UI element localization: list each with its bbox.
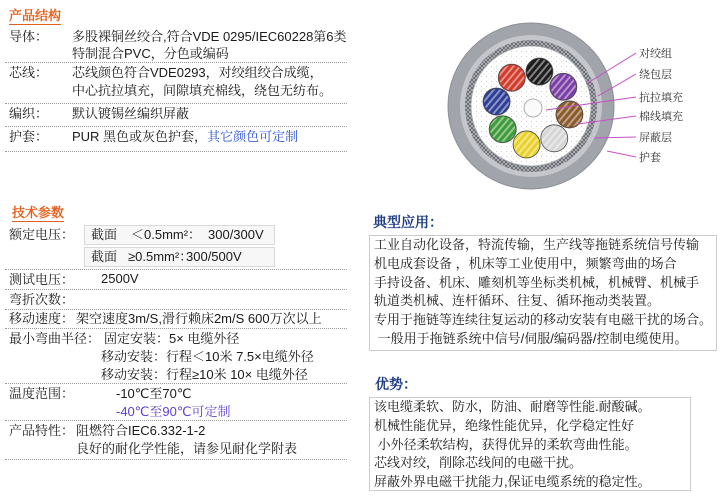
temperature-range: -10℃至70℃ (116, 386, 192, 401)
property-line: 良好的耐化学性能，请参见耐化学附表 (76, 441, 298, 456)
application-line: 机电成套设备 ，机床等工业使用中，频繁弯曲的场合 (374, 255, 677, 271)
rated-voltage-value: 300/300V (208, 227, 264, 242)
structure-value (72, 28, 347, 62)
param-label: 产品特性： (9, 423, 75, 438)
structure-row-conductor (5, 27, 347, 63)
advantage-line: 屏蔽外界电磁干扰能力,保证电缆系统的稳定性。 (374, 474, 651, 490)
test-voltage-value: 2500V (101, 271, 139, 286)
diagram-label-cotton-filler: 棉线填充 (639, 110, 683, 123)
structure-row-jacket (5, 127, 347, 152)
rated-voltage-value: 300/500V (186, 249, 242, 264)
twisted-pair (498, 64, 525, 91)
param-row-test-voltage (5, 270, 347, 290)
application-line: 轨道类机械、连杆循环、往复、循环拖动类装置。 (374, 293, 661, 309)
advantages-box (369, 397, 691, 491)
bend-radius-line: 移动安装：行程≥10米 10× 电缆外径 (101, 367, 308, 382)
structure-value-line: 芯线颜色符合VDE0293，对绞组绞合成缆， (72, 65, 323, 80)
twisted-pair-twist-texture (484, 89, 509, 114)
twisted-pair-twist-texture (490, 117, 515, 142)
param-row-properties (5, 421, 347, 460)
twisted-pair-twist-texture (551, 74, 576, 99)
bend-radius-line: 固定安装：5× 电缆外径 (104, 331, 240, 346)
diagram-label-sheath: 护套 (639, 151, 661, 164)
param-label: 测试电压： (9, 272, 75, 287)
structure-value-line: 中心抗拉填充，间隙填充棉线，绕包无纺布。 (72, 83, 333, 98)
param-row-bend-cycles (5, 290, 347, 310)
param-row-temperature (5, 384, 347, 421)
center-strength-filler (524, 99, 542, 117)
bend-radius-line: 移动安装：行程＜10米 7.5×电缆外径 (101, 349, 314, 364)
structure-label: 编织： (9, 106, 49, 121)
advantages-title: 优势： (375, 376, 417, 392)
product-structure-title: 产品结构 (9, 8, 62, 23)
structure-value (72, 128, 298, 146)
structure-row-core (5, 63, 347, 104)
param-label: 额定电压： (9, 227, 75, 242)
param-row-moving-speed (5, 310, 347, 329)
twisted-pair-twist-texture (527, 59, 552, 84)
rated-voltage-cell (84, 247, 275, 267)
param-label: 最小弯曲半径： (9, 331, 101, 346)
rated-voltage-cell (84, 225, 275, 245)
applications-box (369, 235, 717, 351)
diagram-label-twisted-pair: 对绞组 (639, 47, 672, 60)
application-line: 工业自动化设备，特流传输，生产线等拖链系统信号传输 (374, 237, 700, 252)
temperature-custom-range: -40℃至90℃可定制 (116, 404, 231, 419)
diagram-label-strength-filler: 抗拉填充 (639, 91, 683, 104)
diagram-labels (639, 46, 683, 164)
twisted-pair (541, 125, 568, 152)
custom-color-note: 其它颜色可定制 (207, 129, 299, 144)
diagram-label-shield: 屏蔽层 (639, 131, 672, 144)
moving-speed-value: 架空速度3m/S,滑行赖床2m/S 600万次以上 (76, 311, 322, 326)
twisted-pair (513, 131, 540, 158)
param-label: 弯折次数： (9, 292, 75, 307)
structure-label: 芯线： (9, 65, 49, 80)
cross-section-range: ＜0.5mm²： (131, 227, 202, 242)
twisted-pair (526, 58, 553, 85)
structure-label: 导体： (9, 29, 49, 44)
twisted-pair-twist-texture (514, 132, 539, 157)
tech-params-title: 技术参数 (12, 205, 65, 220)
cross-section-label: 截面 (91, 249, 118, 264)
twisted-pair (550, 73, 577, 100)
structure-value-line: 特制混合PVC，分色或编码 (72, 46, 229, 61)
diagram-label-wrapping: 绕包层 (639, 68, 672, 81)
twisted-pair-twist-texture (499, 65, 524, 90)
param-label: 移动速度： (9, 311, 75, 326)
cable-cross-section-diagram (440, 14, 700, 200)
cross-section-range: ≥0.5mm²： (128, 249, 193, 264)
twisted-pair-twist-texture (542, 126, 567, 151)
param-row-rated-voltage (5, 224, 347, 270)
property-line: 阻燃符合IEC6.332-1-2 (76, 423, 206, 438)
structure-row-braid (5, 104, 347, 127)
structure-value (72, 105, 189, 123)
application-line: 一般用于拖链系统中信号/伺服/编码器/控制电缆使用。 (374, 330, 688, 346)
advantage-line: 该电缆柔软、防水，防油、耐磨等性能.耐酸碱。 (374, 399, 651, 414)
cross-section-label: 截面 (91, 227, 118, 242)
pointer-line (607, 151, 636, 157)
advantage-line: 小外径柔软结构，获得优异的柔软弯曲性能。 (374, 436, 638, 452)
structure-label: 护套： (9, 129, 49, 144)
application-line: 手持设备、机床、雕刻机等坐标类机械，机械臂、机械手 (374, 274, 700, 290)
twisted-pair (483, 88, 510, 115)
applications-title: 典型应用： (373, 214, 443, 230)
param-label: 温度范围： (9, 386, 75, 401)
structure-value-line: 多股裸铜丝绞合,符合VDE 0295/IEC60228第6类 (72, 29, 347, 44)
advantage-line: 机械性能优异，绝缘性能优异，化学稳定性好 (374, 417, 635, 433)
twisted-pair (489, 116, 516, 143)
param-row-min-bend-radius (5, 329, 347, 384)
application-line: 专用于拖链等连续往复运动的移动安装有电磁干扰的场合。 (374, 312, 713, 328)
advantage-line: 芯线对绞，削除芯线间的电磁干扰。 (374, 455, 583, 471)
structure-value-line: 默认镀锡丝编织屏蔽 (72, 106, 190, 121)
structure-value (72, 64, 332, 100)
structure-value-line: PUR 黑色或灰色护套， (72, 129, 208, 144)
